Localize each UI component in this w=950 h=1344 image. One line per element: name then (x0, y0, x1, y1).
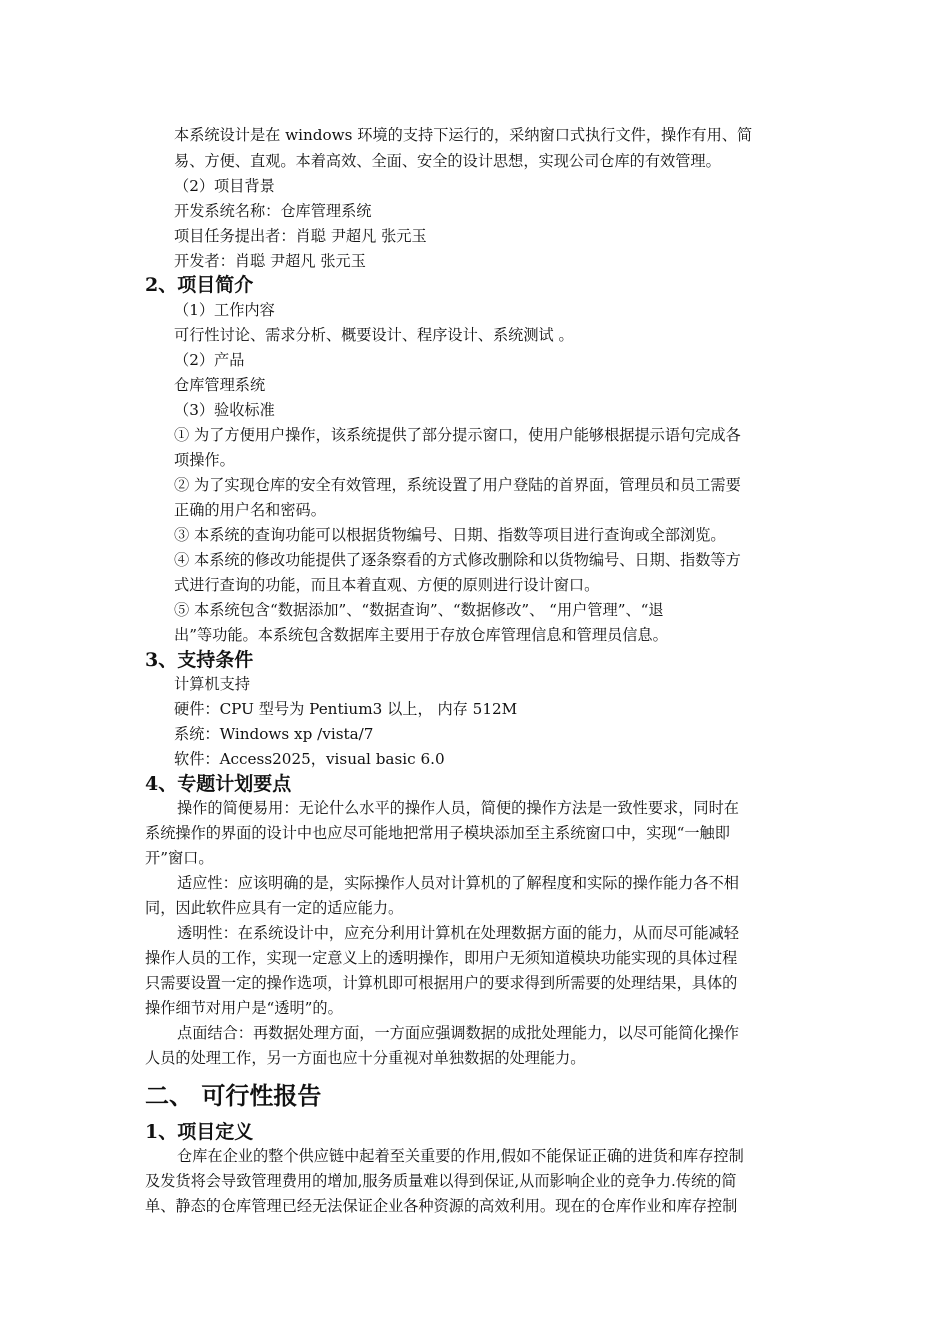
subheading: （3）验收标准 (174, 401, 275, 419)
section-heading: 3、支持条件 (145, 649, 254, 671)
paragraph-line: 操作细节对用户是“透明”的。 (145, 999, 343, 1017)
paragraph-line: 软件：Access2025，visual basic 6.0 (174, 750, 445, 768)
paragraph-line: 系统：Windows xp /vista/7 (174, 725, 374, 743)
paragraph-line: 仓库管理系统 (174, 376, 266, 394)
paragraph-line: 及发货将会导致管理费用的增加,服务质量难以得到保证,从而影响企业的竞争力.传统的简 (145, 1172, 737, 1190)
list-item: ③ 本系统的查询功能可以根据货物编号、日期、指数等项目进行查询或全部浏览。 (174, 526, 726, 544)
list-item: ⑤ 本系统包含“数据添加”、“数据查询”、“数据修改”、 “用户管理”、“退 (174, 601, 664, 619)
paragraph-line: 适应性：应该明确的是，实际操作人员对计算机的了解程度和实际的操作能力各不相 (177, 874, 739, 892)
paragraph-line: 操作人员的工作，实现一定意义上的透明操作，即用户无须知道模块功能实现的具体过程 (145, 949, 738, 967)
paragraph-line: 开发者：肖聪 尹超凡 张元玉 (174, 252, 366, 270)
section-heading: 2、项目简介 (145, 274, 254, 296)
paragraph-line: 点面结合：再数据处理方面，一方面应强调数据的成批处理能力，以尽可能简化操作 (177, 1024, 739, 1042)
paragraph-line: 开”窗口。 (145, 849, 214, 867)
list-item: 式进行查询的功能，而且本着直观、方便的原则进行设计窗口。 (174, 576, 600, 594)
paragraph-line: 本系统设计是在 windows 环境的支持下运行的，采纳窗口式执行文件，操作有用、简 (174, 126, 753, 144)
paragraph-line: 可行性讨论、需求分析、概要设计、程序设计、系统测试 。 (174, 326, 574, 344)
paragraph-line: 开发系统名称：仓库管理系统 (174, 202, 372, 220)
list-item: 正确的用户名和密码。 (174, 501, 326, 519)
paragraph-line: 同，因此软件应具有一定的适应能力。 (145, 899, 404, 917)
paragraph-line: 透明性：在系统设计中，应充分利用计算机在处理数据方面的能力，从而尽可能减轻 (177, 924, 739, 942)
section-heading: 1、项目定义 (145, 1121, 254, 1143)
list-item: ④ 本系统的修改功能提供了逐条察看的方式修改删除和以货物编号、日期、指数等方 (174, 551, 741, 569)
chapter-heading: 二、 可行性报告 (145, 1081, 322, 1110)
paragraph-line: 硬件：CPU 型号为 Pentium3 以上， 内存 512M (174, 700, 518, 718)
paragraph-line: 仓库在企业的整个供应链中起着至关重要的作用,假如不能保证正确的进货和库存控制 (177, 1147, 744, 1165)
paragraph-line: 计算机支持 (174, 675, 250, 693)
subheading: （2）产品 (174, 351, 245, 369)
subheading: （1）工作内容 (174, 301, 275, 319)
list-item: ① 为了方便用户操作，该系统提供了部分提示窗口，使用户能够根据提示语句完成各 (174, 426, 741, 444)
paragraph-line: 易、方便、直观。本着高效、全面、安全的设计思想，实现公司仓库的有效管理。 (174, 152, 721, 170)
paragraph-line: 单、静态的仓库管理已经无法保证企业各种资源的高效利用。现在的仓库作业和库存控制 (145, 1197, 738, 1215)
list-item: 项操作。 (174, 451, 235, 469)
paragraph-line: 操作的简便易用：无论什么水平的操作人员，简便的操作方法是一致性要求，同时在 (177, 799, 739, 817)
paragraph-line: 系统操作的界面的设计中也应尽可能地把常用子模块添加至主系统窗口中，实现“一触即 (145, 824, 730, 842)
paragraph-line: 只需要设置一定的操作选项，计算机即可根据用户的要求得到所需要的处理结果，具体的 (145, 974, 738, 992)
section-heading: 4、专题计划要点 (145, 773, 292, 795)
paragraph-line: 人员的处理工作，另一方面也应十分重视对单独数据的处理能力。 (145, 1049, 586, 1067)
list-item: ② 为了实现仓库的安全有效管理，系统设置了用户登陆的首界面，管理员和员工需要 (174, 476, 741, 494)
list-item: 出”等功能。本系统包含数据库主要用于存放仓库管理信息和管理员信息。 (174, 626, 668, 644)
paragraph-line: 项目任务提出者：肖聪 尹超凡 张元玉 (174, 227, 427, 245)
subheading: （2）项目背景 (174, 177, 275, 195)
